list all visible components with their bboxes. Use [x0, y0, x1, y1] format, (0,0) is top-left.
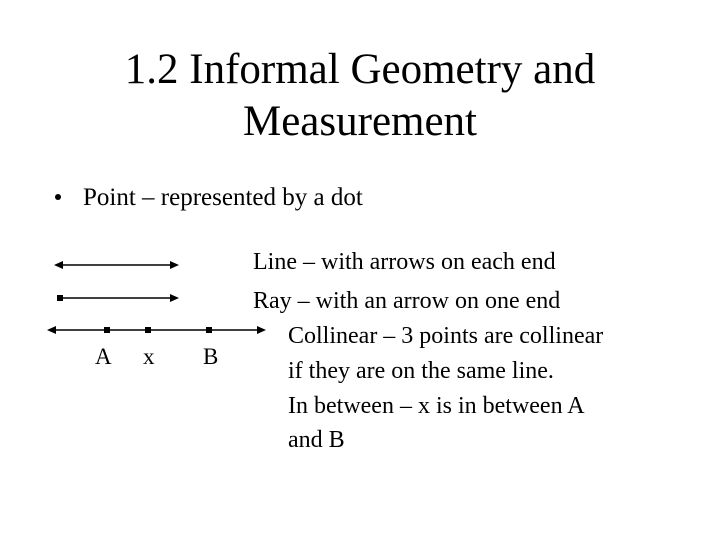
ray-definition: Ray – with an arrow on one end	[253, 288, 561, 314]
collinear-points-diagram	[47, 326, 266, 334]
line-right-arrow-icon	[170, 261, 179, 269]
slide-title-line-1: 1.2 Informal Geometry and	[124, 46, 596, 93]
point-b-dot	[206, 327, 212, 333]
ray-diagram	[57, 294, 179, 302]
collinear-right-arrow-icon	[257, 326, 266, 334]
ray-endpoint-dot	[57, 295, 63, 301]
collinear-left-arrow-icon	[47, 326, 56, 334]
between-definition-line-1: In between – x is in between A	[288, 393, 585, 419]
point-x-label: x	[143, 344, 155, 369]
line-left-arrow-icon	[54, 261, 63, 269]
collinear-definition-line-1: Collinear – 3 points are collinear	[288, 323, 604, 349]
point-b-label: B	[203, 344, 219, 369]
slide-title-line-2: Measurement	[242, 98, 478, 145]
line-definition: Line – with arrows on each end	[253, 249, 556, 275]
between-definition-line-2: and B	[288, 427, 345, 453]
bullet-point-text: Point – represented by a dot	[83, 184, 363, 211]
ray-arrow-icon	[170, 294, 179, 302]
point-a-dot	[104, 327, 110, 333]
point-a-label: A	[95, 344, 112, 369]
collinear-definition-line-2: if they are on the same line.	[288, 358, 554, 384]
line-diagram	[54, 261, 179, 269]
point-x-dot	[145, 327, 151, 333]
